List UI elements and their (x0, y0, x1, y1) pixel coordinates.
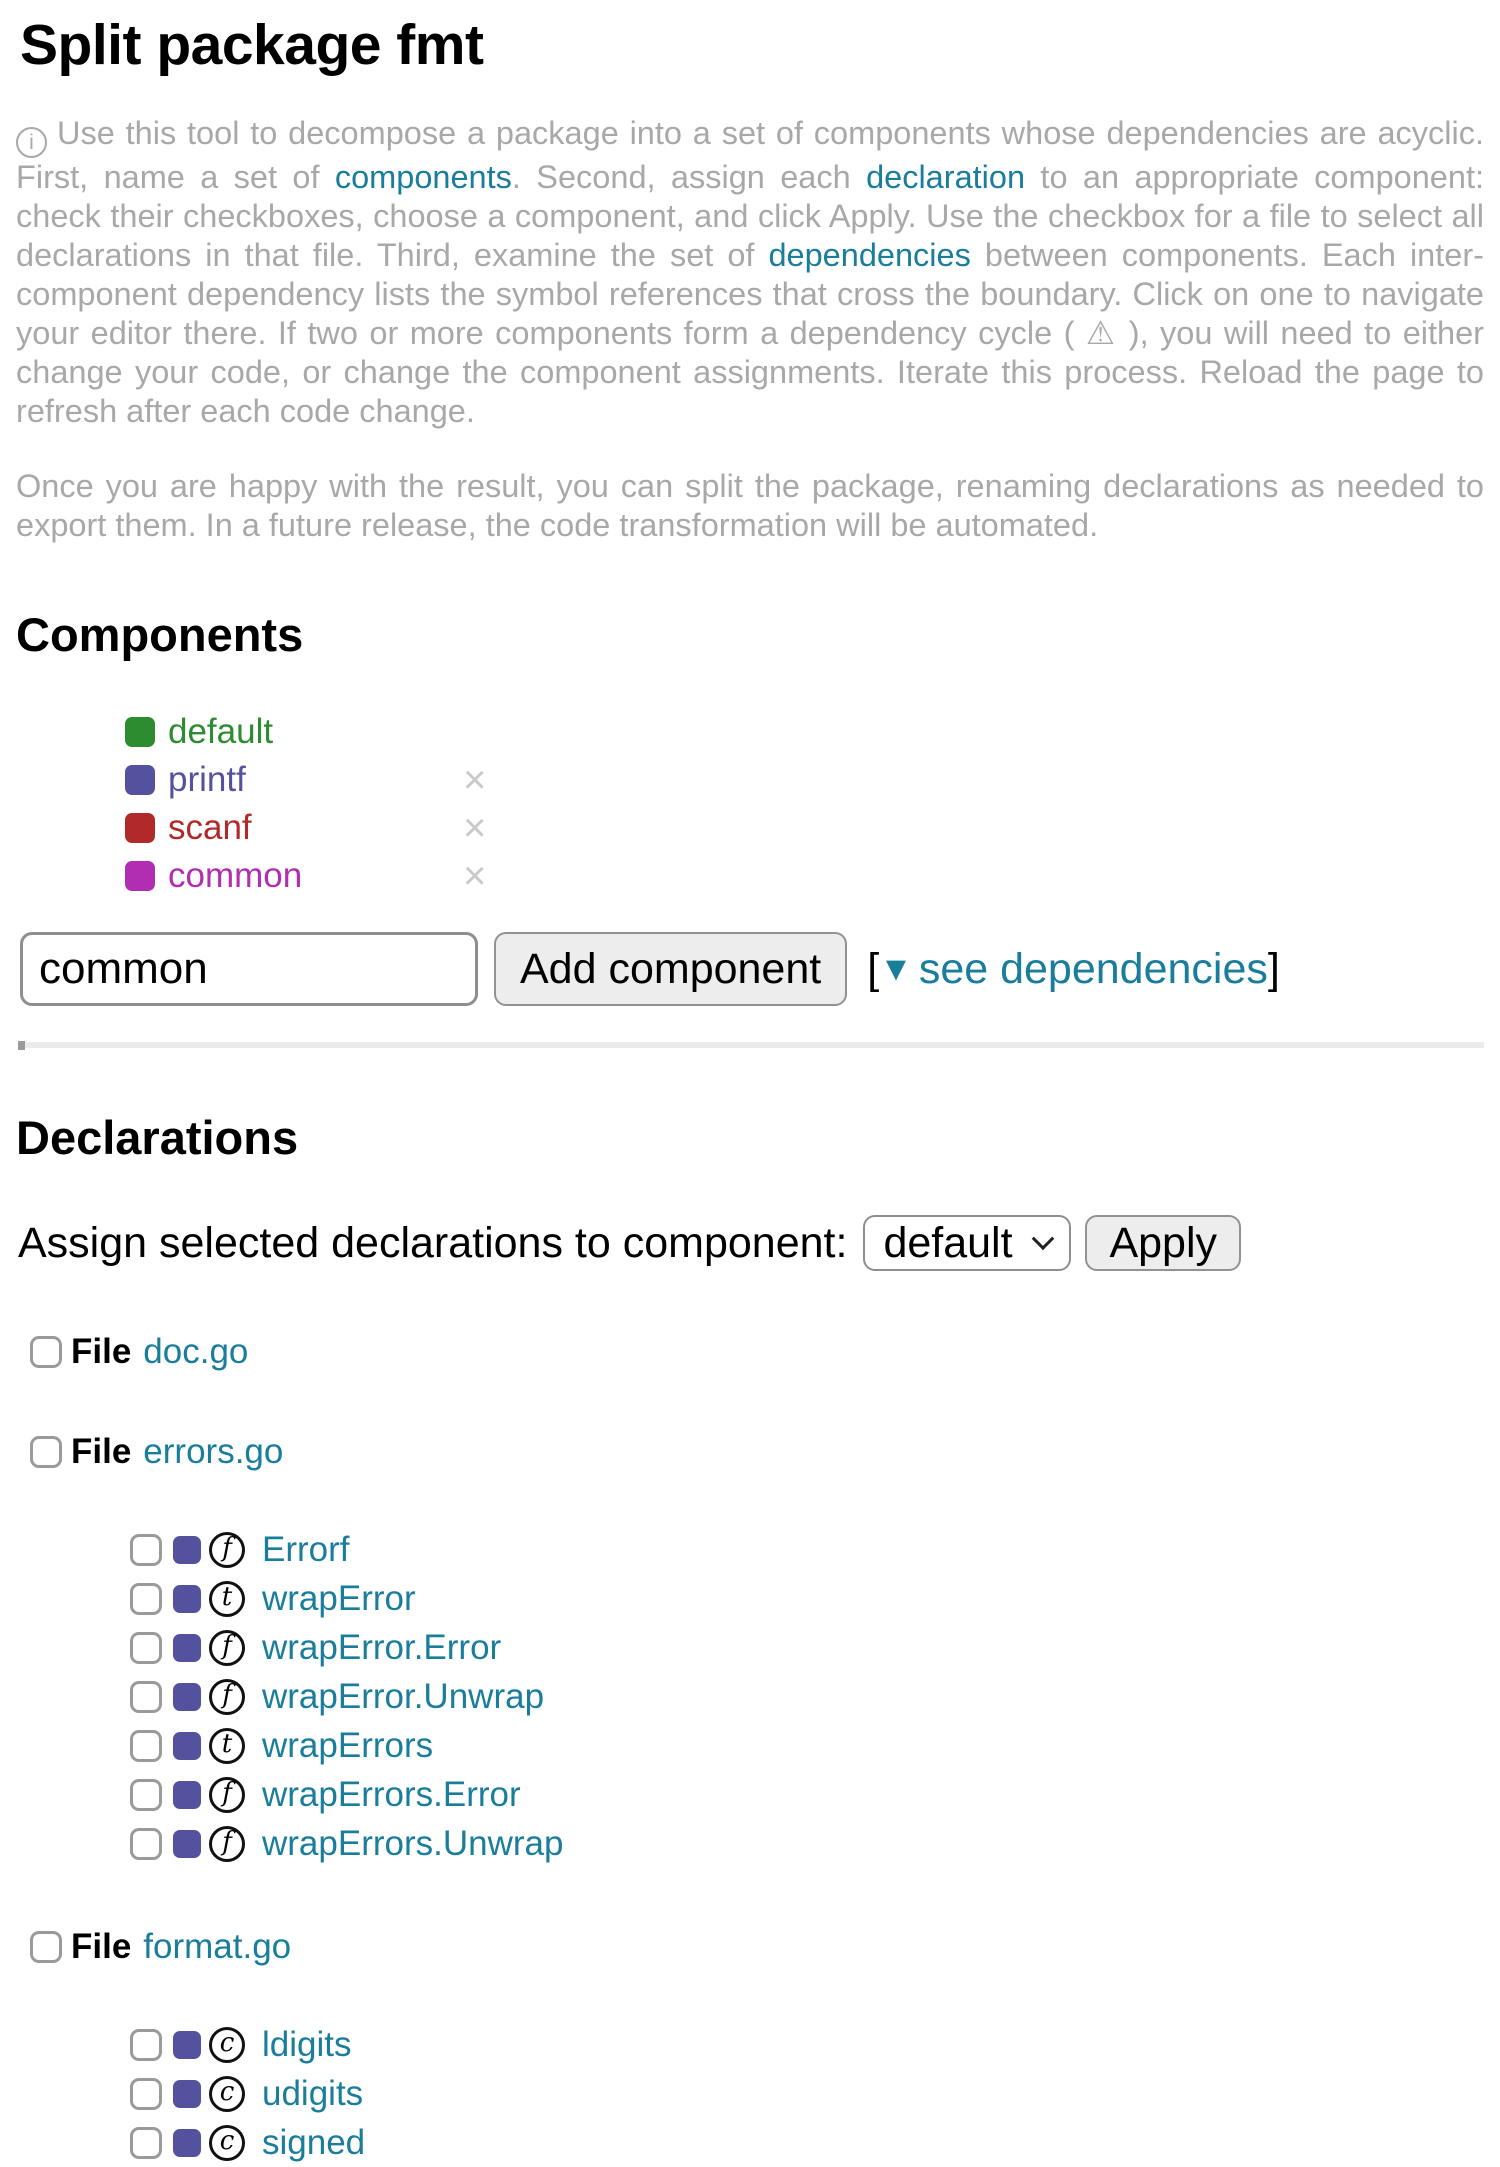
symbol-kind-t-icon: t (209, 1581, 245, 1617)
declaration-checkbox[interactable] (130, 2029, 162, 2061)
remove-component-button[interactable]: × (463, 806, 487, 850)
components-help-link[interactable]: components (334, 159, 512, 195)
remove-component-button[interactable]: × (463, 758, 487, 802)
declaration-row (130, 1672, 1484, 1721)
intro-paragraph-1 (16, 114, 1484, 431)
declaration-checkbox[interactable] (130, 1730, 162, 1762)
component-color-swatch (173, 1585, 201, 1613)
chevron-down-icon (1032, 1227, 1055, 1250)
declaration-row (130, 1721, 1484, 1770)
components-list (16, 708, 1484, 900)
component-color-swatch (173, 1781, 201, 1809)
component-color-swatch (125, 717, 155, 747)
component-color-swatch (173, 1732, 201, 1760)
declaration-help-link[interactable]: declaration (866, 159, 1026, 195)
component-color-swatch (125, 765, 155, 795)
declaration-link[interactable]: wrapErrors.Error (262, 1774, 521, 1814)
new-component-input[interactable] (20, 932, 478, 1006)
symbol-kind-f-icon: f (209, 1777, 245, 1813)
file-row (30, 1331, 1484, 1373)
component-select-value: default (883, 1218, 1013, 1267)
file-checkbox[interactable] (30, 1436, 62, 1468)
component-name: scanf (168, 808, 252, 847)
component-color-swatch (125, 861, 155, 891)
declaration-list (16, 2020, 1484, 2167)
component-row (125, 708, 1484, 756)
component-color-swatch (173, 1830, 201, 1858)
declaration-link[interactable]: wrapErrors.Unwrap (262, 1823, 564, 1863)
remove-component-button[interactable]: × (463, 854, 487, 898)
info-icon: i (16, 127, 47, 158)
file-name-link[interactable]: format.go (143, 1927, 292, 1966)
declaration-checkbox[interactable] (130, 1534, 162, 1566)
file-name-link[interactable]: doc.go (143, 1332, 249, 1371)
declaration-checkbox[interactable] (130, 1632, 162, 1664)
triangle-down-icon: ▼ (879, 949, 913, 988)
add-component-button[interactable]: Add component (494, 932, 847, 1006)
intro-text: between components. Each inter-component dependency lists the symbol references that cross the boundary. Click on one to navigate your editor there. If two or more components form a dependency cycle ( ⚠ ), you will need to either change your code, or change the component assignments. Iterate this process. Reload the page to refresh after each code change. (16, 237, 1485, 429)
bracket-close: ] (1267, 944, 1280, 993)
component-color-swatch (125, 813, 155, 843)
component-row (125, 756, 1484, 804)
intro-section (16, 114, 1484, 545)
intro-text: Use this tool to decompose a package into a set of components whose dependencies are acyclic. First, name a set of (16, 115, 1484, 195)
symbol-kind-c-icon: c (209, 2125, 245, 2161)
add-component-row (20, 932, 1484, 1006)
symbol-kind-f-icon: f (209, 1630, 245, 1666)
file-checkbox[interactable] (30, 1931, 62, 1963)
component-color-swatch (173, 2031, 201, 2059)
symbol-kind-f-icon: f (209, 1679, 245, 1715)
symbol-kind-f-icon: f (209, 1532, 245, 1568)
file-row (30, 1431, 1484, 1473)
page-title: Split package fmt (20, 13, 484, 77)
declaration-checkbox[interactable] (130, 1828, 162, 1860)
assign-label: Assign selected declarations to component: (18, 1218, 848, 1267)
declaration-row (130, 2118, 1484, 2167)
bracket-open: [ (867, 944, 880, 993)
file-label: File (71, 1927, 132, 1966)
declaration-checkbox[interactable] (130, 1779, 162, 1811)
declaration-checkbox[interactable] (130, 1681, 162, 1713)
component-name: common (168, 856, 303, 895)
file-block (16, 1431, 1484, 1868)
component-color-swatch (173, 2129, 201, 2157)
declaration-link[interactable]: ldigits (262, 2024, 352, 2064)
symbol-kind-c-icon: c (209, 2076, 245, 2112)
declaration-list (16, 1525, 1484, 1868)
declaration-link[interactable]: Errorf (262, 1529, 350, 1569)
component-name: printf (168, 760, 246, 799)
apply-button[interactable]: Apply (1085, 1215, 1241, 1271)
assign-row (18, 1215, 1484, 1271)
component-color-swatch (173, 1536, 201, 1564)
declaration-link[interactable]: signed (262, 2122, 366, 2162)
component-row (125, 852, 1484, 900)
declaration-row (130, 2069, 1484, 2118)
declaration-checkbox[interactable] (130, 1583, 162, 1615)
component-row (125, 804, 1484, 852)
components-heading: Components (16, 608, 304, 661)
file-block (16, 1331, 1484, 1373)
declaration-checkbox[interactable] (130, 2127, 162, 2159)
component-select[interactable] (863, 1215, 1071, 1271)
file-label: File (71, 1332, 132, 1371)
declaration-row (130, 1770, 1484, 1819)
symbol-kind-t-icon: t (209, 1728, 245, 1764)
symbol-kind-f-icon: f (209, 1826, 245, 1862)
declarations-heading: Declarations (16, 1111, 299, 1164)
declaration-checkbox[interactable] (130, 2078, 162, 2110)
declaration-row (130, 1819, 1484, 1868)
declaration-link[interactable]: udigits (262, 2073, 364, 2113)
declaration-row (130, 1623, 1484, 1672)
component-name: default (168, 712, 274, 751)
see-dependencies-link[interactable] (867, 945, 1280, 994)
declaration-link[interactable]: wrapError.Error (262, 1627, 502, 1667)
declaration-row (130, 2020, 1484, 2069)
file-block (16, 1926, 1484, 2167)
file-label: File (71, 1432, 132, 1471)
component-color-swatch (173, 1683, 201, 1711)
declaration-link[interactable]: wrapError (262, 1578, 416, 1618)
component-color-swatch (173, 2080, 201, 2108)
component-color-swatch (173, 1634, 201, 1662)
intro-paragraph-2: Once you are happy with the result, you can split the package, renaming declarations as needed to export them. In a future release, the code transformation will be automated. (16, 468, 1484, 543)
file-checkbox[interactable] (30, 1336, 62, 1368)
file-name-link[interactable]: errors.go (143, 1432, 284, 1471)
section-divider (18, 1042, 1484, 1048)
declaration-row (130, 1574, 1484, 1623)
symbol-kind-c-icon: c (209, 2027, 245, 2063)
dependencies-help-link[interactable]: dependencies (768, 237, 971, 273)
declaration-row (130, 1525, 1484, 1574)
declaration-link[interactable]: wrapError.Unwrap (262, 1676, 545, 1716)
intro-text: . Second, assign each (511, 159, 867, 195)
files-section (16, 1331, 1484, 2167)
file-row (30, 1926, 1484, 1968)
declaration-link[interactable]: wrapErrors (262, 1725, 434, 1765)
see-dependencies-label[interactable]: see dependencies (918, 944, 1268, 993)
intro-text: to an appropriate component: check their checkboxes, choose a component, and click Apply. Use the checkbox for a file to select all declarations in that file. Third, examine the set of (16, 159, 1485, 273)
